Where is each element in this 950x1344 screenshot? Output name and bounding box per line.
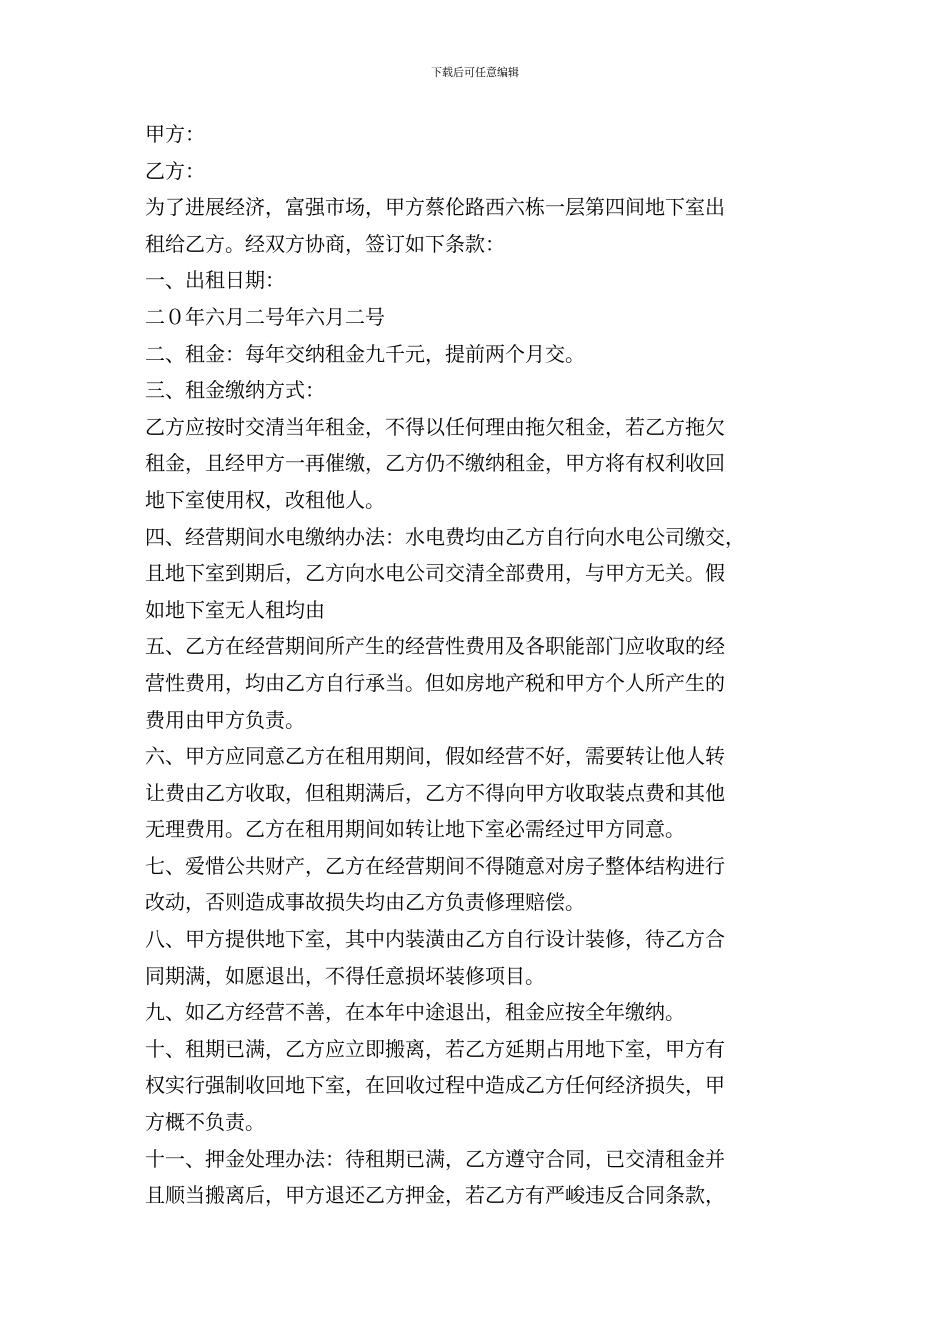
text-line: 租金，且经甲方一再催缴，乙方仍不缴纳租金，甲方将有权利收回: [145, 451, 725, 476]
clause-heading: 三、租金缴纳方式：: [145, 378, 325, 403]
text-line: 改动，否则造成事故损失均由乙方负责修理赔偿。: [145, 890, 585, 915]
text-line: 且顺当搬离后，甲方退还乙方押金，若乙方有严峻违反合同条款，: [145, 1183, 725, 1208]
clause-heading: 九、如乙方经营不善，在本年中途退出，租金应按全年缴纳。: [145, 1000, 685, 1025]
clause-heading: 十一、押金处理办法：待租期已满，乙方遵守合同，已交清租金并: [145, 1146, 725, 1171]
text-line: 地下室使用权，改租他人。: [145, 487, 385, 512]
party-a-line: 甲方：: [145, 122, 205, 146]
text-line: 租给乙方。经双方协商，签订如下条款：: [145, 231, 505, 256]
clause-heading: 五、乙方在经营期间所产生的经营性费用及各职能部门应收取的经: [145, 634, 725, 659]
clause-heading: 六、甲方应同意乙方在租用期间，假如经营不好，需要转让他人转: [145, 744, 725, 769]
clause-heading: 二、租金：每年交纳租金九千元，提前两个月交。: [145, 341, 585, 366]
text-line: 无理费用。乙方在租用期间如转让地下室必需经过甲方同意。: [145, 817, 685, 842]
text-line: 费用由甲方负责。: [145, 707, 305, 732]
text-line: 营性费用，均由乙方自行承当。但如房地产税和甲方个人所产生的: [145, 670, 725, 695]
text-line: 为了进展经济，富强市场，甲方蔡伦路西六栋一层第四间地下室出: [145, 195, 725, 220]
clause-heading: 十、租期已满，乙方应立即搬离，若乙方延期占用地下室，甲方有: [145, 1036, 725, 1061]
clause-heading: 四、经营期间水电缴纳办法：水电费均由乙方自行向水电公司缴交，: [145, 524, 745, 549]
text-line: 方概不负责。: [145, 1110, 265, 1135]
text-line: 乙方应按时交清当年租金，不得以任何理由拖欠租金，若乙方拖欠: [145, 414, 725, 439]
text-line: 让费由乙方收取，但租期满后，乙方不得向甲方收取装点费和其他: [145, 780, 725, 805]
text-line: 同期满，如愿退出，不得任意损坏装修项目。: [145, 963, 545, 988]
clause-heading: 一、出租日期：: [145, 268, 285, 293]
header-note: 下载后可任意编辑: [431, 66, 519, 79]
text-line: 权实行强制收回地下室，在回收过程中造成乙方任何经济损失，甲: [145, 1073, 725, 1098]
party-b-line: 乙方：: [145, 158, 205, 183]
clause-heading: 七、爱惜公共财产，乙方在经营期间不得随意对房子整体结构进行: [145, 853, 725, 878]
text-line: 且地下室到期后，乙方向水电公司交清全部费用，与甲方无关。假: [145, 561, 725, 586]
clause-heading: 八、甲方提供地下室，其中内装潢由乙方自行设计装修，待乙方合: [145, 927, 725, 952]
text-line: 如地下室无人租均由: [145, 597, 325, 622]
contract-body: [145, 116, 825, 1214]
text-line: 二０年六月二号年六月二号: [145, 304, 385, 329]
